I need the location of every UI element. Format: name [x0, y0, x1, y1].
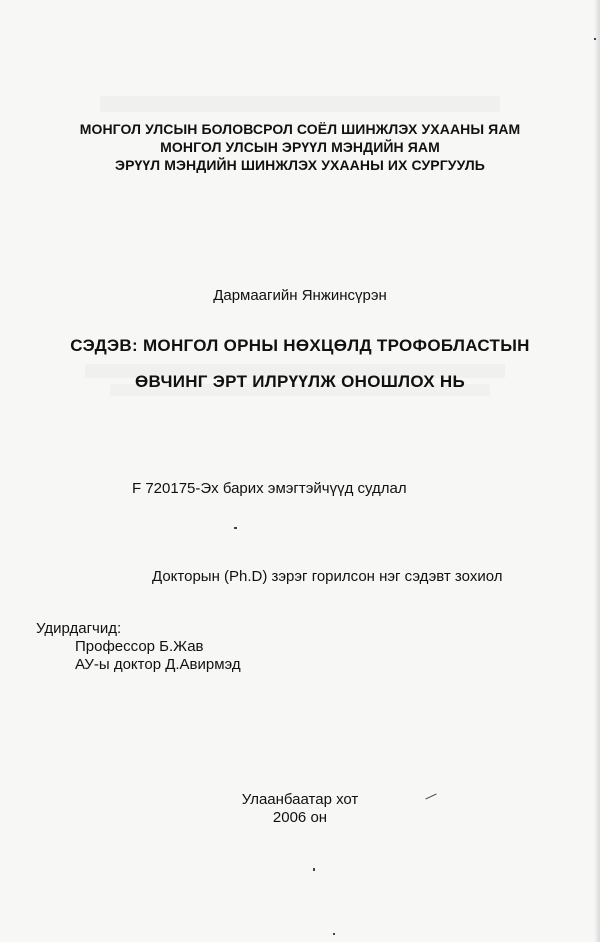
bleed-through-mark — [100, 96, 500, 112]
supervisors-label: Удирдагчид: — [36, 620, 122, 637]
author-name: Дармаагийн Янжинсүрэн — [213, 287, 387, 304]
scan-speck — [333, 933, 335, 935]
institution-line-3: ЭРҮҮЛ МЭНДИЙН ШИНЖЛЭХ УХААНЫ ИХ СУРГУУЛЬ — [115, 157, 485, 173]
specialty-code: F 720175-Эх барих эмэгтэйчүүд судлал — [132, 480, 407, 497]
supervisor-name: АУ-ы доктор Д.Авирмэд — [75, 656, 241, 673]
scan-speck — [313, 868, 315, 871]
page-edge-shadow — [594, 0, 600, 942]
thesis-title-line-1: СЭДЭВ: МОНГОЛ ОРНЫ НӨХЦӨЛД ТРОФОБЛАСТЫН — [70, 336, 530, 355]
institution-line-2: МОНГОЛ УЛСЫН ЭРҮҮЛ МЭНДИЙН ЯАМ — [160, 139, 440, 155]
institution-line-1: МОНГОЛ УЛСЫН БОЛОВСРОЛ СОЁЛ ШИНЖЛЭХ УХААНЫ ЯАМ — [79, 121, 521, 137]
city-name: Улаанбаатар хот — [241, 791, 359, 808]
degree-statement: Докторын (Ph.D) зэрэг горилсон нэг сэдэвт зохиол — [152, 568, 503, 585]
year: 2006 он — [272, 809, 328, 826]
thesis-title-line-2: ӨВЧИНГ ЭРТ ИЛРҮҮЛЖ ОНОШЛОХ НЬ — [135, 372, 465, 391]
supervisor-name: Профессор Б.Жав — [75, 638, 204, 655]
scan-speck — [234, 527, 237, 529]
